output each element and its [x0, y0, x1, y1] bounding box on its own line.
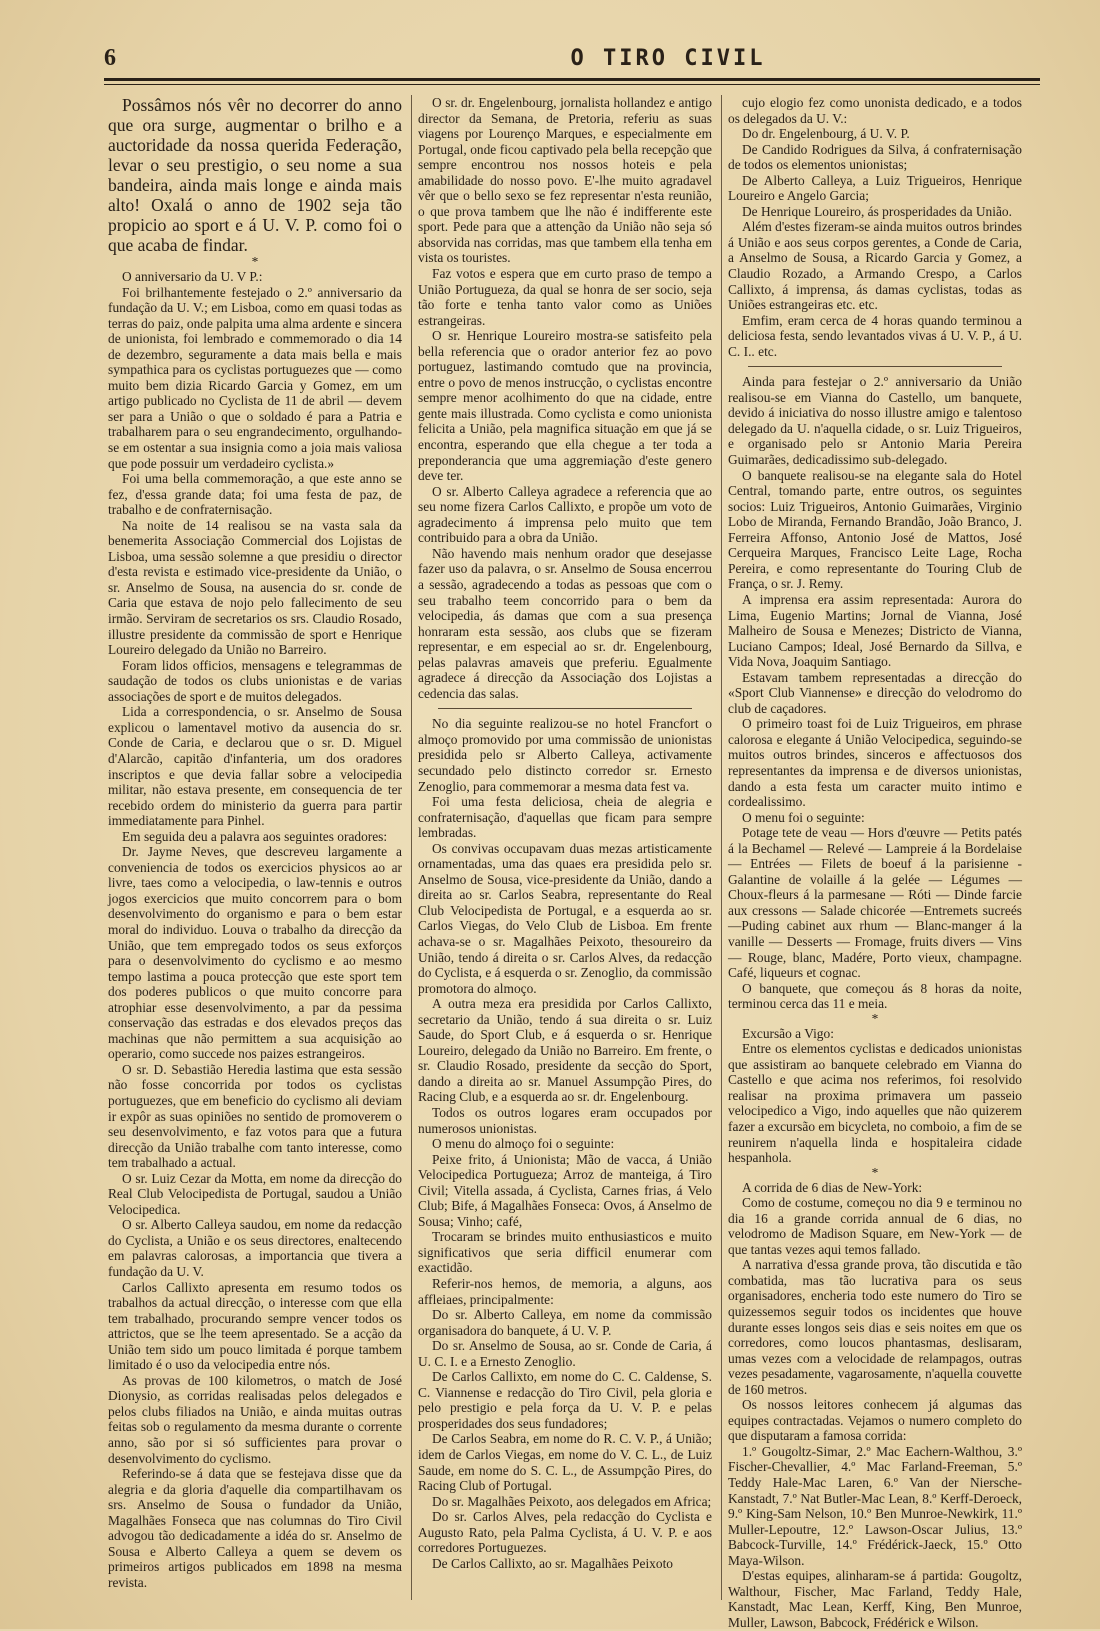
paragraph: O sr. Luiz Cezar da Motta, em nome da direcção do Real Club Velocipedista de Portugal, saudou a União Velocipedica.	[108, 1170, 402, 1217]
paragraph: Referindo-se á data que se festejava disse que da alegria e da gloria d'aquelle dia compartilhavam os srs. Anselmo de Sousa o fundador da União, Magalhães Fonseca que nas columnas do Tiro Civil advogou tão dedicadamente a idéa do sr. Anselmo de Sousa e Alberto Calleya a quem se devem os primeiros artigos publicados em 1898 na mesma revista.	[108, 1466, 402, 1590]
paragraph: Foi brilhantemente festejado o 2.º anniversario da fundação da U. V.; em Lisboa, como em quasi todas as terras do paiz, onde palpita uma alma ardente e sincera de unionista, foi lembrado e commemorado o dia 14 de dezembro, seguramente a data mais bella e mais sympathica para os cyclistas portuguezes que — como muito bem dizia Ricardo Garcia y Gomez, em um artigo publicado no Cyclista de 11 de abril — devem ser para a União o que o soldado é para a Patria e trabalharem para o seu engrandecimento, orgulhando-se em ostentar a sua insignia como a joia mais valiosa que pode possuir um verdadeiro cyclista.»	[108, 284, 402, 471]
paragraph: A narrativa d'essa grande prova, tão discutida e tão combatida, mas tão lucrativa para os seus organisadores, encheria todo este numero do Tiro se quizessemos seguir todos os incidentes que houve durante esses longos seis dias e seis noites em que os corredores, como loucos phantasmas, deslisaram, umas vezes com a velocidade de relampagos, outras vezes pesadamente, vagarosamente, n'aquella couvette de 160 metros.	[728, 1257, 1022, 1397]
paragraph: Não havendo mais nenhum orador que desejasse fazer uso da palavra, o sr. Anselmo de Sousa encerrou a sessão, agradecendo a todas as pessoas que com o seu trabalho teem concorrido para o bem da velocipedia, ás damas que com a sua presença honraram esta sessão, aos clubs que se fizeram representar, e em especial ao sr. dr. Engelenbourg, pelas palavras amaveis que preferiu. Egualmente agradece á direcção da Associação dos Lojistas a cedencia das salas.	[418, 545, 712, 701]
paragraph: Lida a correspondencia, o sr. Anselmo de Sousa explicou o lamentavel motivo da ausencia do sr. Conde de Caria, e declarou que o sr. D. Miguel d'Alarcão, capitão d'infanteria, um dos oradores inscriptos e que devia fallar sobre a velocipedia militar, não estava presente, em consequencia de ter recebido ordem do ministerio da guerra para partir immediatamente para Pinhel.	[108, 704, 402, 829]
column-divider-right	[721, 95, 722, 1600]
paragraph: Referir-nos hemos, de memoria, a alguns, aos affleiaes, principalmente:	[418, 1276, 712, 1307]
article-column-2	[418, 95, 712, 1600]
paragraph: 1.º Gougoltz-Simar, 2.º Mac Eachern-Walthou, 3.º Fischer-Chevallier, 4.º Mac Farland-Freeman, 5.º Teddy Hale-Mac Laren, 6.º Van der Niersche-Kanstadt, 7.º Nat Butler-Mac Lean, 8.º Kerff-Deroeck, 9.º King-Sam Nelson, 10.º Ben Munroe-Newkirk, 11.º Muller-Lepoutre, 12.º Lawson-Oscar Julius, 13.º Babcock-Turville, 14.º Frédérick-Jaeck, 15.º Otto Maya-Wilson.	[728, 1443, 1022, 1568]
paragraph: O sr. Alberto Calleya agradece a referencia que ao seu nome fizera Carlos Callixto, e propõe um voto de agradecimento á imprensa pelo muito que tem contribuido para a obra da União.	[418, 483, 712, 546]
newspaper-title: O TIRO CIVIL	[570, 45, 766, 71]
paragraph: O sr. dr. Engelenbourg, jornalista hollandez e antigo director da Semana, de Pretoria, referiu as suas viagens por Lourenço Marques, e especialmente em Portugal, onde ficou captivado pela bella recepção que sempre encontrou nos nossos hoteis e pela amabilidade do nosso povo. E'-lhe muito agradavel vêr que o bello sexo se fez representar n'esta reunião, o que prova tambem que lhe não é indifferente este sport. Pede para que a attenção da União não seja só absorvida nas corridas, mas que tambem ella tenha em vista os touristes.	[418, 95, 712, 266]
paragraph: Foram lidos officios, mensagens e telegrammas de saudação de todos os clubs unionistas e de varias associações de sport e de muitos delegados.	[108, 657, 402, 704]
paragraph: O sr. Alberto Calleya saudou, em nome da redacção do Cyclista, a União e os seus directores, enaltecendo em palavras calorosas, a importancia que tivera a fundação da U. V.	[108, 1217, 402, 1279]
page-number: 6	[104, 44, 116, 71]
paragraph: As provas de 100 kilometros, o match de José Dionysio, as corridas realisadas pelos delegados e pelos clubs filiados na União, e ainda muitas outras feitas sob o regulamento da mesma durante o corrente anno, são por si só sufficientes para provar o desenvolvimento do cyclismo.	[108, 1372, 402, 1466]
paragraph: O sr. D. Sebastião Heredia lastima que esta sessão não fosse concorrida por todos os cyclistas portuguezes, que em beneficio do cyclismo ali deviam ir expôr as suas opiniões no sentido de promoverem o seu desenvolvimento, e faz votos para que a futura direcção da União trabalhe com tanto interesse, como tem trabalhado a actual.	[108, 1061, 402, 1171]
paragraph: Todos os outros logares eram occupados por numerosos unionistas.	[418, 1105, 712, 1136]
section-heading-anniversary: O anniversario da U. V P.:	[122, 269, 263, 284]
paragraph: A imprensa era assim representada: Aurora do Lima, Eugenio Martins; Jornal de Vianna, José Malheiro de Sousa e Menezes; Districto de Vianna, Luciano Campos; Ideal, José Bernardo da Sillva, e Vida Nova, Joaquim Santiago.	[728, 591, 1022, 670]
intro-paragraph: Possâmos nós vêr no decorrer do anno que ora surge, augmentar o brilho e a auctoridade da nossa querida Federação, levar o seu prestigio, o seu nome a sua bandeira, ainda mais longe e ainda mais alto! Oxalá o anno de 1902 seja tão propicio ao sport e á U. V. P. como foi o que acaba de findar.	[108, 95, 402, 255]
paragraph: De Carlos Seabra, em nome do R. C. V. P., á União; idem de Carlos Viegas, em nome do V. C. L., de Luiz Saude, em nome do S. C. L., de Assumpção Pires, do Racing Club of Portugal.	[418, 1431, 712, 1494]
paragraph: O menu do almoço foi o seguinte:	[432, 1136, 615, 1152]
paragraph: Em seguida deu a palavra aos seguintes oradores:	[122, 828, 388, 844]
header-rule-thick	[104, 78, 1040, 81]
paragraph: Do sr. Carlos Alves, pela redacção do Cyclista e Augusto Rato, pela Palma Cyclista, á U. V. P. e aos corredores Portuguezes.	[418, 1509, 712, 1556]
section-star: *	[251, 254, 259, 269]
paragraph: Carlos Callixto apresenta em resumo todos os trabalhos da actual direcção, o interesse com que ella tem trabalhado, procurando sempre vencer todos os attrictos, que se lhe teem apresentado. Se a acção da União tem sido um pouco limitada é porque tambem limitado é o uso da velocipedia entre nós.	[108, 1279, 402, 1373]
paragraph: D'estas equipes, alinharam-se á partida: Gougoltz, Walthour, Fischer, Mac Farland, Teddy Hale, Kanstadt, Mac Lean, Kerff, King, Ben Munroe, Muller, Lawson, Babcock, Frédérick e Wilson.	[728, 1568, 1022, 1630]
paragraph: Do sr. Magalhães Peixoto, aos delegados em Africa;	[432, 1493, 712, 1509]
menu-paragraph: Potage tete de veau — Hors d'œuvre — Petits patés á la Bechamel — Relevé — Lampreie á la Bordelaise — Entrées — Filets de boeuf á la parisienne - Galantine de volaille á la gelée — Légumes — Choux-fleurs á la parmesane — Róti — Dinde farcie aux cressons — Salade chicorée —Entremets sucreés —Puding cabinet aux rhum — Blanc-manger á la vanille — Desserts — Fromage, fruits divers — Vins — Rouge, blanc, Madére, Porto vieux, champagne. Café, liqueurs et cognac.	[728, 825, 1022, 981]
paragraph: Faz votos e espera que em curto praso de tempo a União Portugueza, da qual se honra de ser socio, seja tão forte e tenha tanto valor como as Uniões estrangeiras.	[418, 266, 712, 328]
paragraph: De Candido Rodrigues da Silva, á confraternisação de todos os elementos unionistas;	[728, 141, 1022, 173]
header-rule-thin	[104, 84, 1040, 85]
paragraph: Ainda para festejar o 2.º anniversario da União realisou-se em Vianna do Castello, um banquete, devido á iniciativa do nosso illustre amigo e talentoso delegado da U. n'aquella cidade, o sr. Luiz Trigueiros, e organisado pelo sr Antonio Maria Pereira Guimarães, dedicadissimo sub-delegado.	[728, 374, 1022, 468]
section-star: *	[871, 1010, 879, 1026]
paragraph: No dia seguinte realizou-se no hotel Francfort o almoço promovido por uma commissão de unionistas presidida pelo sr Alberto Calleya, activamente secundado pelo distincto corredor sr. Ernesto Zenoglio, para commemorar a mesma data fest va.	[418, 716, 712, 794]
column-divider-left	[411, 95, 412, 1600]
paragraph: Os nossos leitores conhecem já algumas das equipes contractadas. Vejamos o numero completo do que disputaram a famosa corrida:	[728, 1397, 1022, 1444]
paragraph: De Carlos Callixto, em nome do C. C. Caldense, S. C. Viannense e redacção do Tiro Civil, pela gloria e pelo prestigio e pela força da U. V. P. e pelas prosperidades dos seus fundadores;	[418, 1369, 712, 1431]
paragraph: Foi uma bella commemoração, a que este anno se fez, d'essa grande data; foi uma festa de paz, de trabalho e de confraternisação.	[108, 471, 402, 518]
paragraph: De Carlos Callixto, ao sr. Magalhães Peixoto	[432, 1555, 673, 1571]
section-star: *	[871, 1164, 879, 1180]
section-separator	[748, 366, 1002, 367]
section-heading-vigo: Excursão a Vigo:	[742, 1025, 834, 1041]
paragraph: A outra meza era presidida por Carlos Callixto, secretario da União, tendo á sua direita o sr. Luiz Saude, do Sport Club, e á esquerda o sr. Henrique Loureiro, delegado da União no Barreiro. Em frente, o sr. Claudio Rosado, presidente da secção do Sport, dando a direita ao sr. Manuel Assumpção Pires, do Racing Club, e a esquerda ao sr. dr. Engelenbourg.	[418, 996, 712, 1105]
paragraph: Foi uma festa deliciosa, cheia de alegria e confraternisação, d'aquellas que ficam para sempre lembradas.	[418, 794, 712, 841]
paragraph: O sr. Henrique Loureiro mostra-se satisfeito pela bella referencia que o orador anterior fez ao povo portuguez, lastimando comtudo que na provincia, entre o povo de menos instrucção, o cyclistas encontre sempre menor acolhimento do que na cidade, entre gente mais illustrada. Como cyclista e como unionista felicita a União, pela magnifica situação em que já se encontra, esperando que ella chegue a ter toda a preponderancia que uma aggremiação d'este genero deve ter.	[418, 328, 712, 484]
menu-paragraph: Peixe frito, á Unionista; Mão de vacca, á União Velocipedica Portugueza; Arroz de manteiga, á Tiro Civil; Vitella assada, á Cyclista, Carnes frias, á Velo Club; Bife, á Magalhães Fonseca: Ovos, á Anselmo de Sousa; Vinho; café,	[418, 1151, 712, 1229]
paragraph: Do dr. Engelenbourg, á U. V. P.	[742, 126, 910, 142]
paragraph: cujo elogio fez como unonista dedicado, e a todos os delegados da U. V.:	[728, 95, 1022, 126]
paragraph: Do sr. Alberto Calleya, em nome da commissão organisadora do banquete, á U. V. P.	[418, 1307, 712, 1338]
paragraph: De Henrique Loureiro, ás prosperidades da União.	[742, 203, 1012, 219]
paragraph: O menu foi o seguinte:	[742, 809, 865, 825]
page-header	[104, 40, 1040, 76]
paragraph: Na noite de 14 realisou se na vasta sala da benemerita Associação Commercial dos Lojistas de Lisboa, uma sessão solemne a que presidiu o director d'esta revista e estimado vice-presidente da União, o sr. Anselmo de Sousa, na ausencia do sr. conde de Caria que estava de nojo pelo fallecimento de seu irmão. Serviram de secretarios os srs. Claudio Rosado, illustre presidente da commissão de sport e Henrique Loureiro delegado da União no Barreiro.	[108, 517, 402, 658]
paragraph: De Alberto Calleya, a Luiz Trigueiros, Henrique Loureiro e Angelo Garcia;	[728, 172, 1022, 204]
paragraph: Emfim, eram cerca de 4 horas quando terminou a deliciosa festa, sendo levantados vivas á U. V. P., á U. C. I.. etc.	[728, 312, 1022, 359]
article-column-1	[108, 95, 402, 1600]
paragraph: Do sr. Anselmo de Sousa, ao sr. Conde de Caria, á U. C. I. e a Ernesto Zenoglio.	[418, 1338, 712, 1369]
article-column-3	[728, 95, 1022, 1630]
paragraph: Dr. Jayme Neves, que descreveu largamente a conveniencia de todos os exercicios physicos ao ar livre, taes como a velocipedia, o law-tennis e outros jogos exercicios que muito concorrem para o bom desenvolvimento do organismo e para o bem estar moral do individuo. Louva o trabalho da direcção da União, que tem empregado todos os seus exforços para o desenvolvimento do cyclismo e ao mesmo tempo lastima a pouca protecção que este sport tem dos poderes publicos o que muito concorre para atrophiar esse desenvolvimento, a par da pessima conservação das estradas e dos elevados preços das machinas que não permittem a sua acquisição ao operario, como succede nos paizes estrangeiros.	[108, 844, 402, 1062]
paragraph: Trocaram se brindes muito enthusiasticos e muito significativos que seria difficil enumerar com exactidão.	[418, 1229, 712, 1276]
paragraph: O banquete, que começou ás 8 horas da noite, terminou cerca das 11 e meia.	[728, 980, 1022, 1012]
paragraph: Como de costume, começou no dia 9 e terminou no dia 16 a grande corrida annual de 6 dias, no velodromo de Madison Square, em New-York — de que tantas vezes aqui temos fallado.	[728, 1195, 1022, 1257]
paragraph: Os convivas occupavam duas mezas artisticamente ornamentadas, uma das quaes era presidida pelo sr. Anselmo de Sousa, vice-presidente da União, dando a direita ao sr. Carlos Seabra, representante do Real Club Velocipedista de Portugal, e a esquerda ao sr. Carlos Viegas, do Velo Club de Lisboa. Em frente achava-se o sr. Magalhães Peixoto, thesoureiro da União, tendo á direita o sr. Carlos Alves, da redacção do Cyclista, e á esquerda o sr. Zenoglio, da commissão promotora do almoço.	[418, 840, 712, 996]
paragraph: Entre os elementos cyclistas e dedicados unionistas que assistiram ao banquete celebrado em Vianna do Castello e que acima nos referimos, foi resolvido realisar na proxima primavera um passeio velocipedico a Vigo, indo aquelles que não quizerem fazer a excursão em bicycleta, no comboio, a fim de se reunirem n'aquella linda e hospitaleira cidade hespanhola.	[728, 1041, 1022, 1166]
section-separator	[438, 708, 692, 709]
paragraph: O primeiro toast foi de Luiz Trigueiros, em phrase calorosa e elegante á União Velocipedica, seguindo-se muitos outros brindes, sinceros e affectuosos dos representantes da imprensa e de diversos unionistas, dando a esta festa um caracter muito intimo e cordealissimo.	[728, 716, 1022, 810]
paragraph: Além d'estes fizeram-se ainda muitos outros brindes á União e aos seus corpos gerentes, a Conde de Caria, a Anselmo de Sousa, a Ricardo Garcia y Gomez, a Claudio Rozado, a Armando Crespo, a Carlos Callixto, á imprensa, ás damas cyclistas, todas as Uniões estrangeiras etc. etc.	[728, 219, 1022, 313]
section-heading-new-york: A corrida de 6 dias de New-York:	[742, 1179, 923, 1195]
paragraph: O banquete realisou-se na elegante sala do Hotel Central, tomando parte, entre outros, os seguintes socios: Luiz Trigueiros, Antonio Guimarães, Virginio Lobo de Miranda, Fernando Brandão, João Branco, J. Ferreira Affonso, Antonio José de Mattos, José Cerqueira Marques, Francisco Leite Lage, Rocha Pereira, e como representante do Touring Club de França, o sr. J. Remy.	[728, 467, 1022, 592]
paragraph: Estavam tambem representadas a direcção do «Sport Club Viannense» e direcção do velodromo do club de caçadores.	[728, 669, 1022, 716]
